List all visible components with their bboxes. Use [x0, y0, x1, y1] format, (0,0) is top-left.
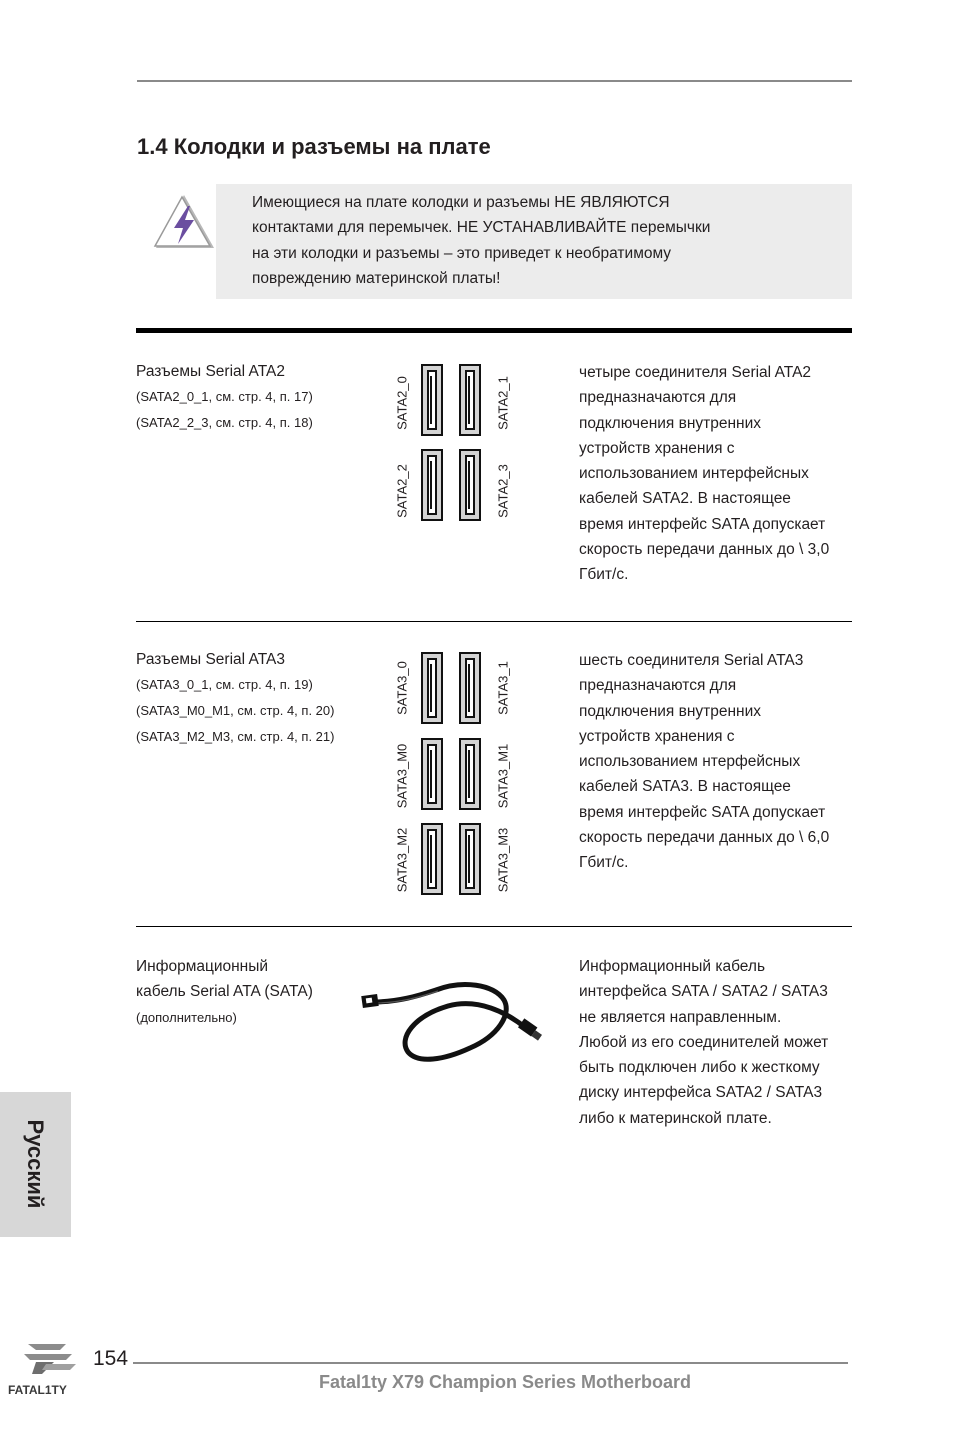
language-tab-label: Русский: [23, 1119, 48, 1209]
desc-line: либо к материнской плате.: [579, 1109, 772, 1127]
sata-connector: [421, 449, 443, 521]
sata3-ref: (SATA3_M0_M1, см. стр. 4, п. 20): [136, 703, 335, 718]
page-number: 154: [93, 1347, 129, 1370]
desc-line: время интерфейс SATA допускает: [579, 803, 826, 821]
desc-line: быть подключен либо к жесткому: [579, 1059, 820, 1077]
warning-line: контактами для перемычек. НЕ УСТАНАВЛИВАЙТЕ перемычки: [252, 219, 711, 237]
cable-title: [136, 954, 313, 1005]
desc-line: шесть соединителя Serial ATA3: [579, 652, 804, 669]
desc-line: предназначаются для: [579, 389, 737, 407]
warning-text: [252, 190, 710, 291]
row-divider: [136, 621, 852, 622]
sata3-ref: (SATA3_0_1, см. стр. 4, п. 19): [136, 677, 313, 692]
sata-cable-image: [358, 972, 550, 1072]
desc-line: Гбит/с.: [579, 566, 629, 584]
sata-connector: [459, 738, 481, 810]
sata3-description: [579, 648, 829, 876]
desc-line: скорость передачи данных до \ 6,0: [579, 829, 830, 847]
sata2-ref: (SATA2_0_1, см. стр. 4, п. 17): [136, 389, 313, 404]
sata-connector: [459, 449, 481, 521]
warning-line: на эти колодки и разъемы – это приведет к необратимому: [252, 244, 672, 262]
desc-line: Любой из его соединителей может: [579, 1033, 829, 1051]
desc-line: подключения внутренних: [579, 414, 762, 432]
sata-connector: [421, 738, 443, 810]
desc-line: Информационный кабель: [579, 958, 766, 975]
desc-line: интерфейса SATA / SATA2 / SATA3: [579, 983, 828, 1001]
svg-text:FATAL1TY: FATAL1TY: [8, 1383, 67, 1397]
desc-line: использованием нтерфейсных: [579, 753, 801, 771]
desc-line: подключения внутренних: [579, 702, 762, 720]
sata3-title: Разъемы Serial ATA3: [136, 651, 285, 668]
desc-line: устройств хранения с: [579, 727, 735, 745]
section-title: 1.4 Колодки и разъемы на плате: [137, 134, 491, 159]
sata-connector: [421, 364, 443, 436]
desc-line: не является направленным.: [579, 1008, 782, 1026]
sata3-ref: (SATA3_M2_M3, см. стр. 4, п. 21): [136, 729, 335, 744]
row-divider: [136, 926, 852, 927]
cable-note: (дополнительно): [136, 1010, 237, 1025]
cable-description: [579, 954, 828, 1131]
desc-line: устройств хранения с: [579, 439, 735, 457]
desc-line: диску интерфейса SATA2 / SATA3: [579, 1084, 823, 1102]
cable-title-line: Информационный: [136, 958, 269, 975]
desc-line: скорость передачи данных до \ 3,0: [579, 541, 830, 559]
sata-connector: [459, 364, 481, 436]
sata-connector: [421, 823, 443, 895]
desc-line: четыре соединителя Serial ATA2: [579, 364, 812, 381]
top-rule: [137, 80, 852, 82]
desc-line: кабелей SATA2. В настоящее: [579, 490, 791, 508]
desc-line: использованием интерфейсных: [579, 465, 809, 483]
sata2-description: [579, 360, 829, 588]
cable-title-line: кабель Serial ATA (SATA): [136, 983, 313, 1001]
desc-line: время интерфейс SATA допускает: [579, 515, 826, 533]
warning-lightning-icon: [152, 192, 220, 252]
footer-title: Fatal1ty X79 Champion Series Motherboard: [318, 1372, 692, 1392]
desc-line: Гбит/с.: [579, 854, 629, 872]
desc-line: предназначаются для: [579, 677, 737, 695]
desc-line: кабелей SATA3. В настоящее: [579, 778, 791, 796]
sata-connector: [459, 652, 481, 724]
section-divider: [136, 328, 852, 333]
warning-line: повреждению материнской платы!: [252, 269, 501, 287]
language-tab: [0, 1092, 71, 1237]
sata-connector: [459, 823, 481, 895]
sata-connector: [421, 652, 443, 724]
sata2-ref: (SATA2_2_3, см. стр. 4, п. 18): [136, 415, 313, 430]
sata2-title: Разъемы Serial ATA2: [136, 363, 285, 380]
bottom-rule: [133, 1362, 848, 1364]
warning-line: Имеющиеся на плате колодки и разъемы НЕ ЯВЛЯЮТСЯ: [252, 194, 670, 211]
